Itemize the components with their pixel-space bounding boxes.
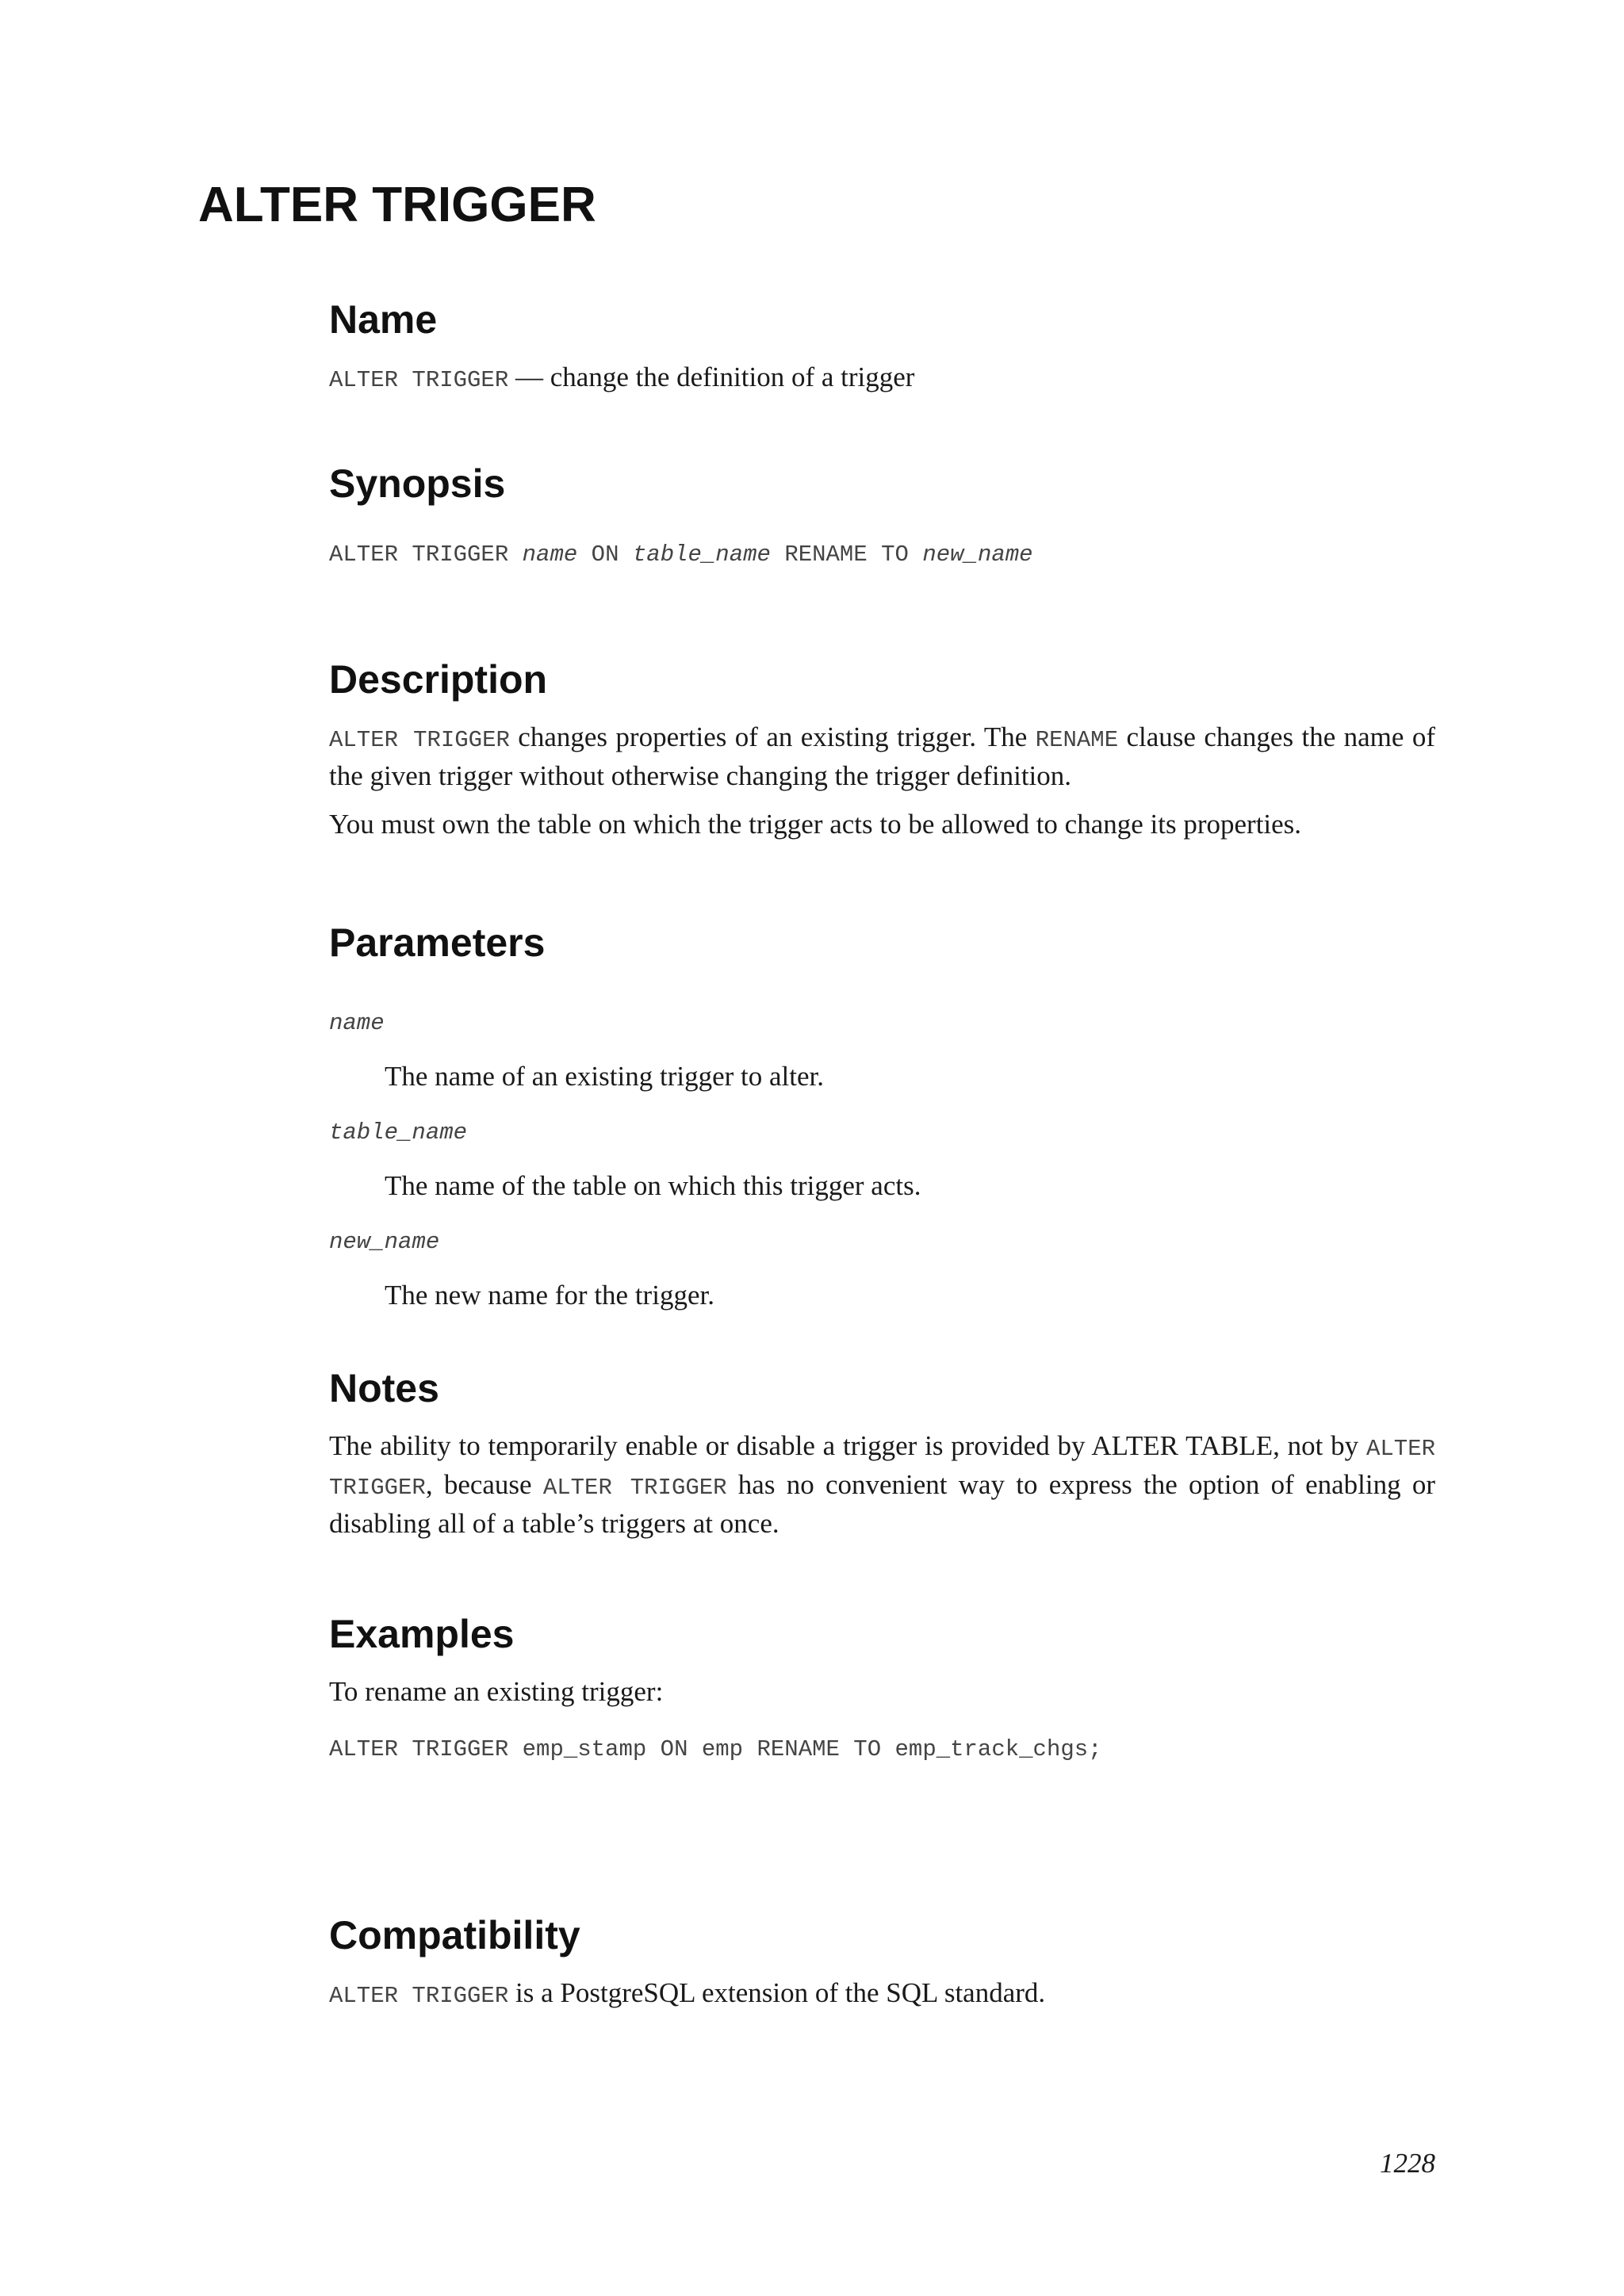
description-section: [329, 657, 1435, 842]
inline-command: ALTER TRIGGER: [329, 1983, 509, 2009]
description-text: changes properties of an existing trigger. The: [509, 721, 1036, 752]
synopsis-part: RENAME TO: [770, 541, 923, 568]
description-paragraph-2: You must own the table on which the trigger acts to be allowed to change its properties.: [329, 809, 1302, 840]
examples-heading: Examples: [329, 1612, 515, 1656]
description-heading: Description: [329, 657, 548, 702]
notes-section: [329, 1368, 1435, 1541]
param-term-new-name: new_name: [329, 1229, 440, 1255]
synopsis-part: ON: [577, 541, 633, 568]
synopsis-param: table_name: [632, 541, 771, 568]
param-term-name: name: [329, 1010, 385, 1036]
parameters-heading: Parameters: [329, 920, 546, 965]
description-text: clause changes the name of the given trigger without otherwise changing the trigger definition.: [329, 721, 1435, 791]
parameters-section: [329, 920, 1435, 1311]
param-desc-table-name: The name of the table on which this trigger acts.: [385, 1170, 921, 1201]
name-purpose: — change the definition of a trigger: [508, 362, 915, 392]
description-paragraph: [329, 719, 1435, 794]
synopsis-param: new_name: [922, 541, 1033, 568]
inline-command: ALTER TRIGGER: [542, 1475, 727, 1501]
page-title: ALTER TRIGGER: [198, 178, 596, 232]
inline-command: ALTER TRIGGER: [329, 727, 510, 753]
examples-section: [329, 1614, 1435, 1762]
name-section: [329, 297, 1435, 398]
synopsis-part: ALTER TRIGGER: [329, 541, 523, 568]
inline-keyword: RENAME: [1035, 727, 1119, 753]
name-heading: Name: [329, 297, 438, 342]
notes-text: The ability to temporarily enable or disable a trigger is provided by ALTER TABLE, not by: [329, 1430, 1366, 1461]
example-code: ALTER TRIGGER emp_stamp ON emp RENAME TO emp_track_chgs;: [329, 1736, 1102, 1762]
synopsis-section: [329, 461, 1435, 568]
param-term-table-name: table_name: [329, 1119, 468, 1146]
name-command: ALTER TRIGGER: [329, 367, 509, 393]
synopsis-code: [329, 541, 1435, 568]
compatibility-text: [329, 1975, 1435, 2014]
compatibility-section: [329, 1915, 1435, 2014]
page-number: 1228: [1380, 2148, 1435, 2179]
param-desc-name: The name of an existing trigger to alter.: [385, 1061, 824, 1092]
compatibility-sentence: is a PostgreSQL extension of the SQL standard.: [508, 1977, 1046, 2008]
inline-command: ALTER TRIGGER: [329, 1436, 1435, 1501]
param-desc-new-name: The new name for the trigger.: [385, 1280, 714, 1311]
name-line: [329, 359, 1435, 398]
synopsis-param: name: [522, 541, 578, 568]
notes-text: has no convenient way to express the option of enabling or disabling all of a table’s triggers at once.: [329, 1469, 1435, 1539]
notes-paragraph: [329, 1428, 1435, 1541]
synopsis-heading: Synopsis: [329, 461, 506, 506]
notes-text: , because: [425, 1469, 543, 1500]
compatibility-heading: Compatibility: [329, 1913, 580, 1957]
notes-heading: Notes: [329, 1366, 439, 1410]
examples-intro: To rename an existing trigger:: [329, 1676, 664, 1707]
